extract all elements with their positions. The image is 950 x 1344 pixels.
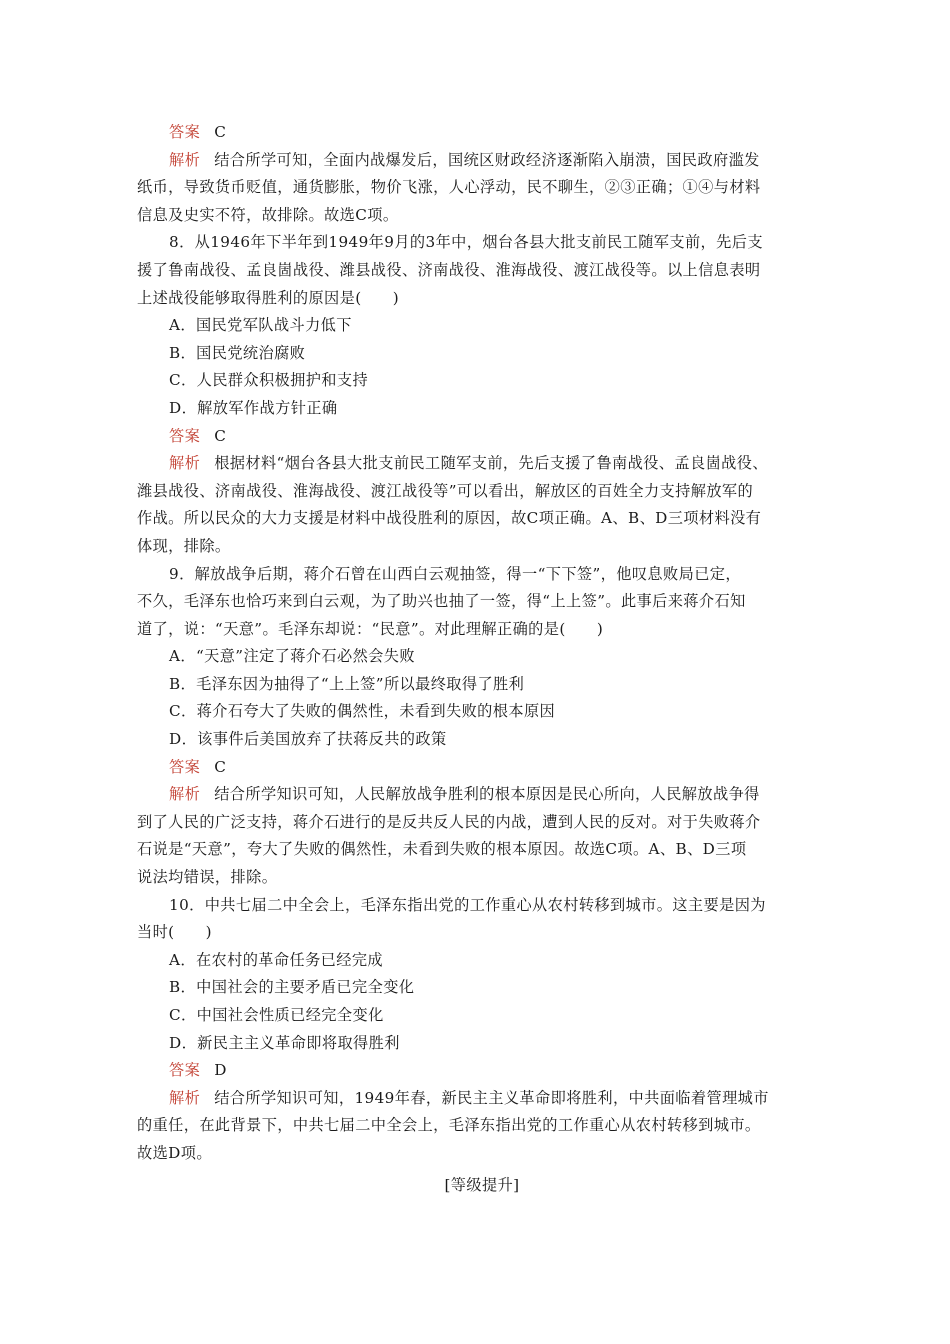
- explanation-9-line: 说法均错误，排除。: [137, 868, 278, 887]
- option-a: A．在农村的革命任务已经完成: [169, 950, 384, 969]
- answer-10: [137, 1057, 827, 1085]
- answer-value: C: [214, 757, 227, 776]
- option-b: B．毛泽东因为抽得了“上上签”所以最终取得了胜利: [169, 674, 525, 693]
- question-10-stem: 当时( ): [137, 923, 213, 942]
- answer-value: C: [214, 426, 227, 445]
- option-b: B．国民党统治腐败: [169, 343, 306, 362]
- explanation-7-line: 纸币，导致货币贬值，通货膨胀，物价飞涨，人心浮动，民不聊生，②③正确；①④与材料: [137, 178, 761, 197]
- answer-label: 答案: [169, 426, 201, 445]
- explanation-text: 结合所学可知，全面内战爆发后，国统区财政经济逐渐陷入崩溃，国民政府滥发: [214, 150, 760, 169]
- answer-8: [137, 423, 827, 451]
- explanation-7: [137, 147, 827, 175]
- document-page: [137, 119, 827, 1199]
- answer-label: 答案: [169, 1061, 201, 1080]
- option-a: A．国民党军队战斗力低下: [169, 316, 352, 335]
- explanation-text: 根据材料“烟台各县大批支前民工随军支前，先后支援了鲁南战役、孟良崮战役、: [214, 454, 768, 473]
- answer-value: C: [214, 123, 227, 141]
- explanation-9-line: 石说是“天意”，夸大了失败的偶然性，未看到失败的根本原因。故选C项。A、B、D三项: [137, 840, 747, 859]
- question-9-stem: 不久，毛泽东也恰巧来到白云观，为了助兴也抽了一签，得“上上签”。此事后来蒋介石知: [137, 592, 746, 611]
- answer-7: [137, 119, 827, 147]
- option-d: D．新民主主义革命即将取得胜利: [169, 1033, 400, 1052]
- explanation-label: 解析: [169, 454, 201, 473]
- option-c: C．中国社会性质已经完全变化: [169, 1006, 384, 1024]
- question-8-stem: 上述战役能够取得胜利的原因是( ): [137, 288, 400, 307]
- option-c: C．人民群众积极拥护和支持: [169, 371, 369, 390]
- explanation-10-line: 的重任，在此背景下，中共七届二中全会上，毛泽东指出党的工作重心从农村转移到城市。: [137, 1116, 761, 1135]
- answer-9: [137, 754, 827, 782]
- option-b: B．中国社会的主要矛盾已完全变化: [169, 978, 415, 997]
- explanation-label: 解析: [169, 1088, 201, 1107]
- question-8-stem: 援了鲁南战役、孟良崮战役、潍县战役、济南战役、淮海战役、渡江战役等。以上信息表明: [137, 260, 761, 279]
- option-c: C．蒋介石夸大了失败的偶然性，未看到失败的根本原因: [169, 702, 556, 721]
- explanation-text: 结合所学知识可知，1949年春，新民主主义革命即将胜利，中共面临着管理城市: [214, 1088, 769, 1107]
- answer-label: 答案: [169, 123, 201, 141]
- question-9-stem: 道了，说：“天意”。毛泽东却说：“民意”。对此理解正确的是( ): [137, 619, 604, 638]
- explanation-7-line: 信息及史实不符，故排除。故选C项。: [137, 205, 399, 224]
- explanation-text: 结合所学知识可知，人民解放战争胜利的根本原因是民心所向，人民解放战争得: [214, 785, 760, 804]
- explanation-label: 解析: [169, 150, 201, 169]
- explanation-9-line: 到了人民的广泛支持，蒋介石进行的是反共反人民的内战，遭到人民的反对。对于失败蒋介: [137, 812, 761, 831]
- question-10-stem: 10．中共七届二中全会上，毛泽东指出党的工作重心从农村转移到城市。这主要是因为: [169, 895, 766, 914]
- explanation-9: [137, 781, 827, 809]
- question-9-stem: 9．解放战争后期，蒋介石曾在山西白云观抽签，得一“下下签”，他叹息败局已定，: [169, 564, 741, 583]
- explanation-8-line: 体现，排除。: [137, 536, 231, 555]
- explanation-8: [137, 450, 827, 478]
- explanation-10: [137, 1085, 827, 1113]
- section-heading: [等级提升]: [444, 1175, 520, 1194]
- explanation-label: 解析: [169, 785, 201, 804]
- question-8-stem: 8．从1946年下半年到1949年9月的3年中，烟台各县大批支前民工随军支前，先后支: [169, 233, 763, 252]
- explanation-8-line: 作战。所以民众的大力支援是材料中战役胜利的原因，故C项正确。A、B、D三项材料没有: [137, 509, 762, 528]
- option-d: D．解放军作战方针正确: [169, 398, 338, 417]
- answer-label: 答案: [169, 757, 201, 776]
- answer-value: D: [214, 1061, 227, 1080]
- explanation-8-line: 潍县战役、济南战役、淮海战役、渡江战役等”可以看出，解放区的百姓全力支持解放军的: [137, 481, 754, 500]
- option-d: D．该事件后美国放弃了扶蒋反共的政策: [169, 730, 447, 749]
- explanation-10-line: 故选D项。: [137, 1143, 212, 1162]
- option-a: A．“天意”注定了蒋介石必然会失败: [169, 647, 415, 666]
